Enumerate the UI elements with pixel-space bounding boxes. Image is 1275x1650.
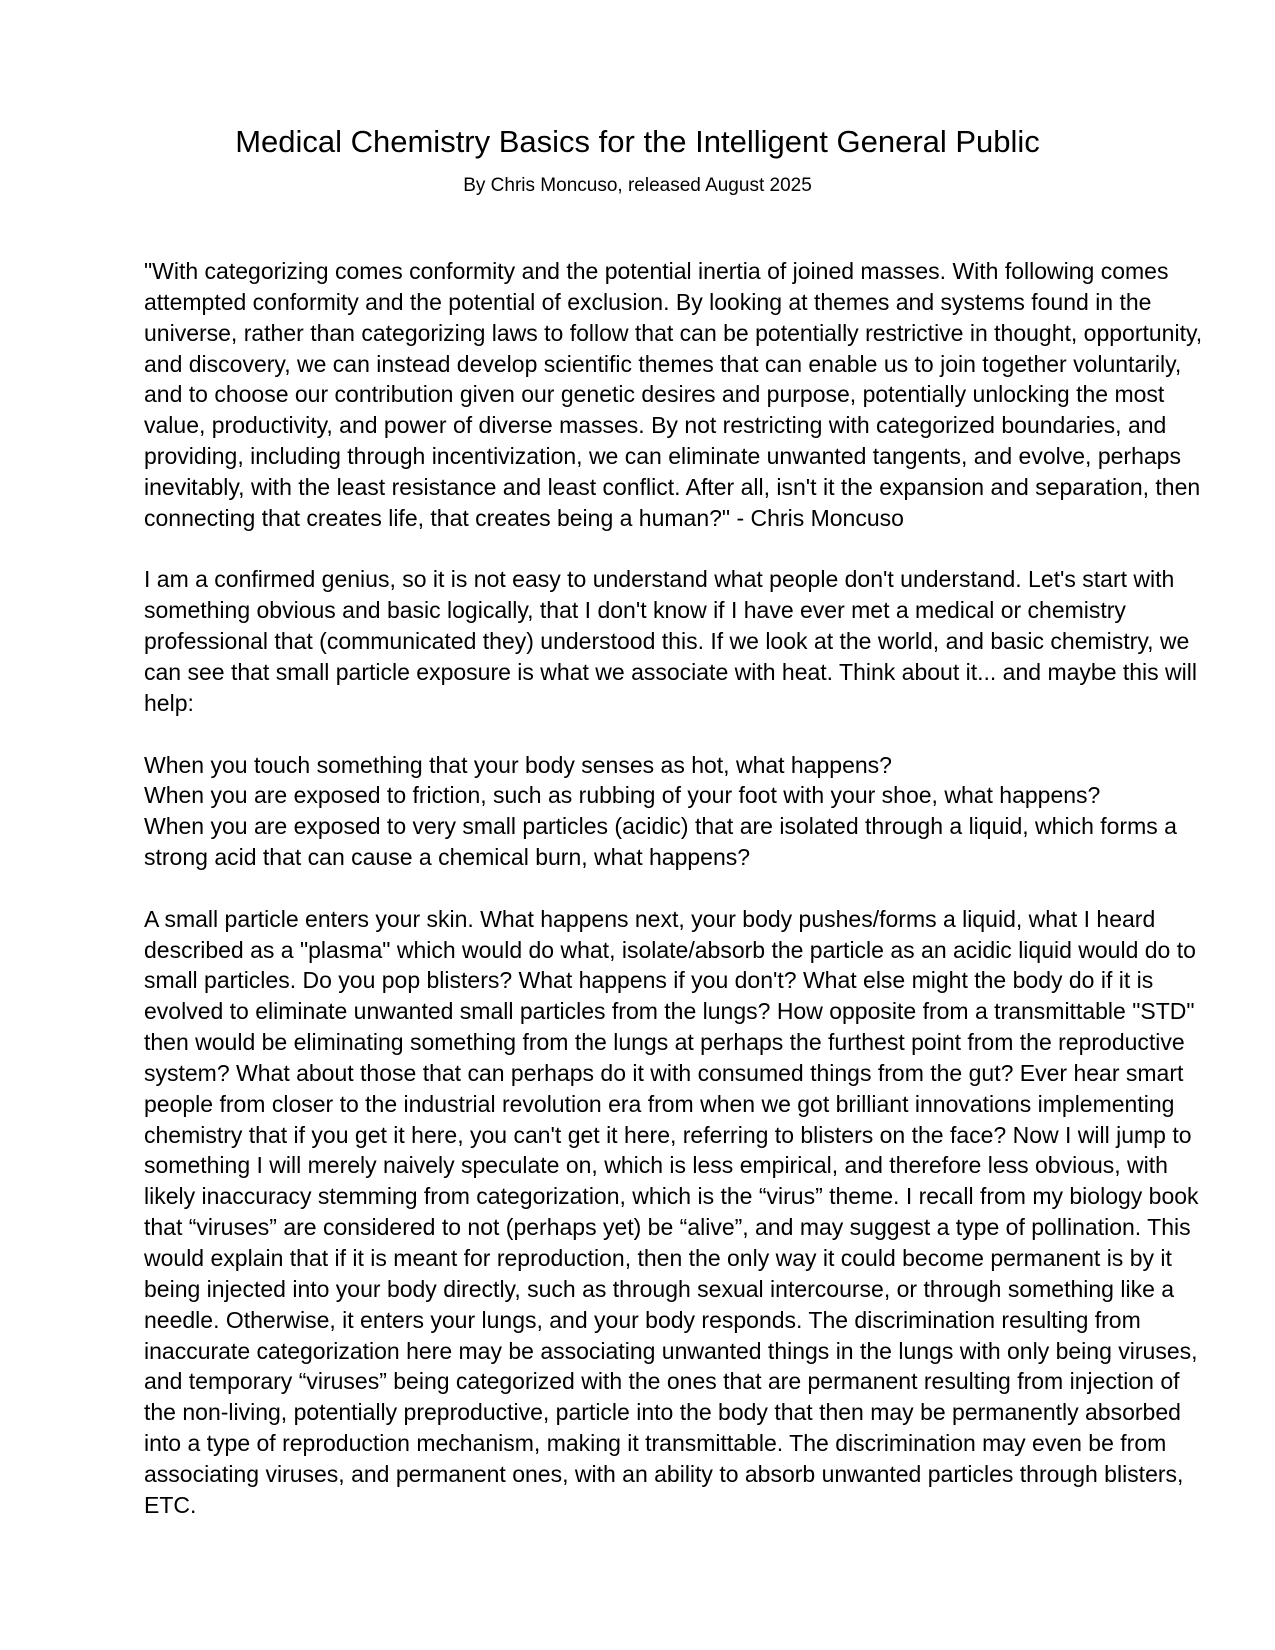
text-line: ETC. [144,1491,197,1518]
text-line: would explain that if it is meant for reproduction, then the only way it could become permanent is by it [144,1245,1172,1271]
text-line: "With categorizing comes conformity and the potential inertia of joined masses. With following comes [144,258,1169,284]
text-line: value, productivity, and power of diverse masses. By not restricting with categorized boundaries, and [144,412,1167,439]
text-line: connecting that creates life, that creates being a human?" - Chris Moncuso [144,504,904,531]
text-line: people from closer to the industrial revolution era from when we got brilliant innovations implementing [144,1090,1175,1117]
text-line: When you are exposed to friction, such as rubbing of your foot with your shoe, what happens? [144,782,1101,809]
text-line: described as a "plasma" which would do what, isolate/absorb the particle as an acidic liquid would do to [144,936,1196,963]
text-line: attempted conformity and the potential of exclusion. By looking at themes and systems found in the [144,288,1152,315]
text-line: providing, including through incentivization, we can eliminate unwanted tangents, and evolve, perhaps [144,443,1181,470]
text-line: into a type of reproduction mechanism, making it transmittable. The discrimination may even be from [144,1430,1167,1457]
paragraph [144,750,1177,873]
text-line: associating viruses, and permanent ones, with an ability to absorb unwanted particles through blisters, [144,1460,1184,1487]
text-line: can see that small particle exposure is what we associate with heat. Think about it... and maybe this will [144,658,1197,685]
document-title: Medical Chemistry Basics for the Intelligent General Public [235,124,1040,159]
text-line: something obvious and basic logically, that I don't know if I have ever met a medical or chemistry [144,597,1126,624]
text-line: chemistry that if you get it here, you can't get it here, referring to blisters on the face? Now I will jump to [144,1121,1192,1148]
text-line: evolved to eliminate unwanted small particles from the lungs? How opposite from a transmittable "STD" [144,998,1195,1025]
text-line: inaccurate categorization here may be associating unwanted things in the lungs with only being viruses, [144,1337,1198,1364]
text-line: professional that (communicated they) understood this. If we look at the world, and basic chemistry, we [144,628,1190,655]
text-line: and discovery, we can instead develop scientific themes that can enable us to join together voluntarily, [144,350,1182,377]
text-line: then would be eliminating something from the lungs at perhaps the furthest point from the reproductive [144,1029,1185,1056]
text-line: inevitably, with the least resistance and least conflict. After all, isn't it the expansion and separation, then [144,473,1201,500]
paragraph [144,564,1197,718]
text-line: the non-living, potentially preproductive, particle into the body that then may be permanently absorbed [144,1399,1181,1426]
text-line: something I will merely naively speculate on, which is less empirical, and therefore less obvious, with [144,1152,1168,1179]
paragraph [144,904,1199,1521]
text-line: When you are exposed to very small particles (acidic) that are isolated through a liquid, which forms a [144,813,1177,840]
text-line: I am a confirmed genius, so it is not easy to understand what people don't understand. Let's start with [144,566,1175,593]
document-byline: By Chris Moncuso, released August 2025 [463,175,812,196]
text-line: small particles. Do you pop blisters? What happens if you don't? What else might the body do if it is [144,967,1154,994]
text-line: and to choose our contribution given our genetic desires and purpose, potentially unlocking the most [144,381,1165,408]
text-line: When you touch something that your body senses as hot, what happens? [144,751,892,778]
text-line: and temporary “viruses” being categorized with the ones that are permanent resulting from injection of [144,1368,1180,1395]
text-line: needle. Otherwise, it enters your lungs, and your body responds. The discrimination resulting from [144,1306,1141,1333]
text-line: strong acid that can cause a chemical burn, what happens? [144,844,751,871]
text-line: help: [144,689,194,716]
text-line: A small particle enters your skin. What happens next, your body pushes/forms a liquid, what I heard [144,905,1156,932]
paragraph [144,256,1203,534]
text-line: being injected into your body directly, such as through sexual intercourse, or through something like a [144,1275,1175,1302]
text-line: universe, rather than categorizing laws to follow that can be potentially restrictive in thought, opportunity, [144,319,1203,346]
text-line: that “viruses” are considered to not (perhaps yet) be “alive”, and may suggest a type of pollination. This [144,1214,1191,1241]
text-line: system? What about those that can perhaps do it with consumed things from the gut? Ever hear smart [144,1059,1184,1086]
text-line: likely inaccuracy stemming from categorization, which is the “virus” theme. I recall from my biology book [144,1183,1199,1210]
document-body [144,256,1203,1521]
